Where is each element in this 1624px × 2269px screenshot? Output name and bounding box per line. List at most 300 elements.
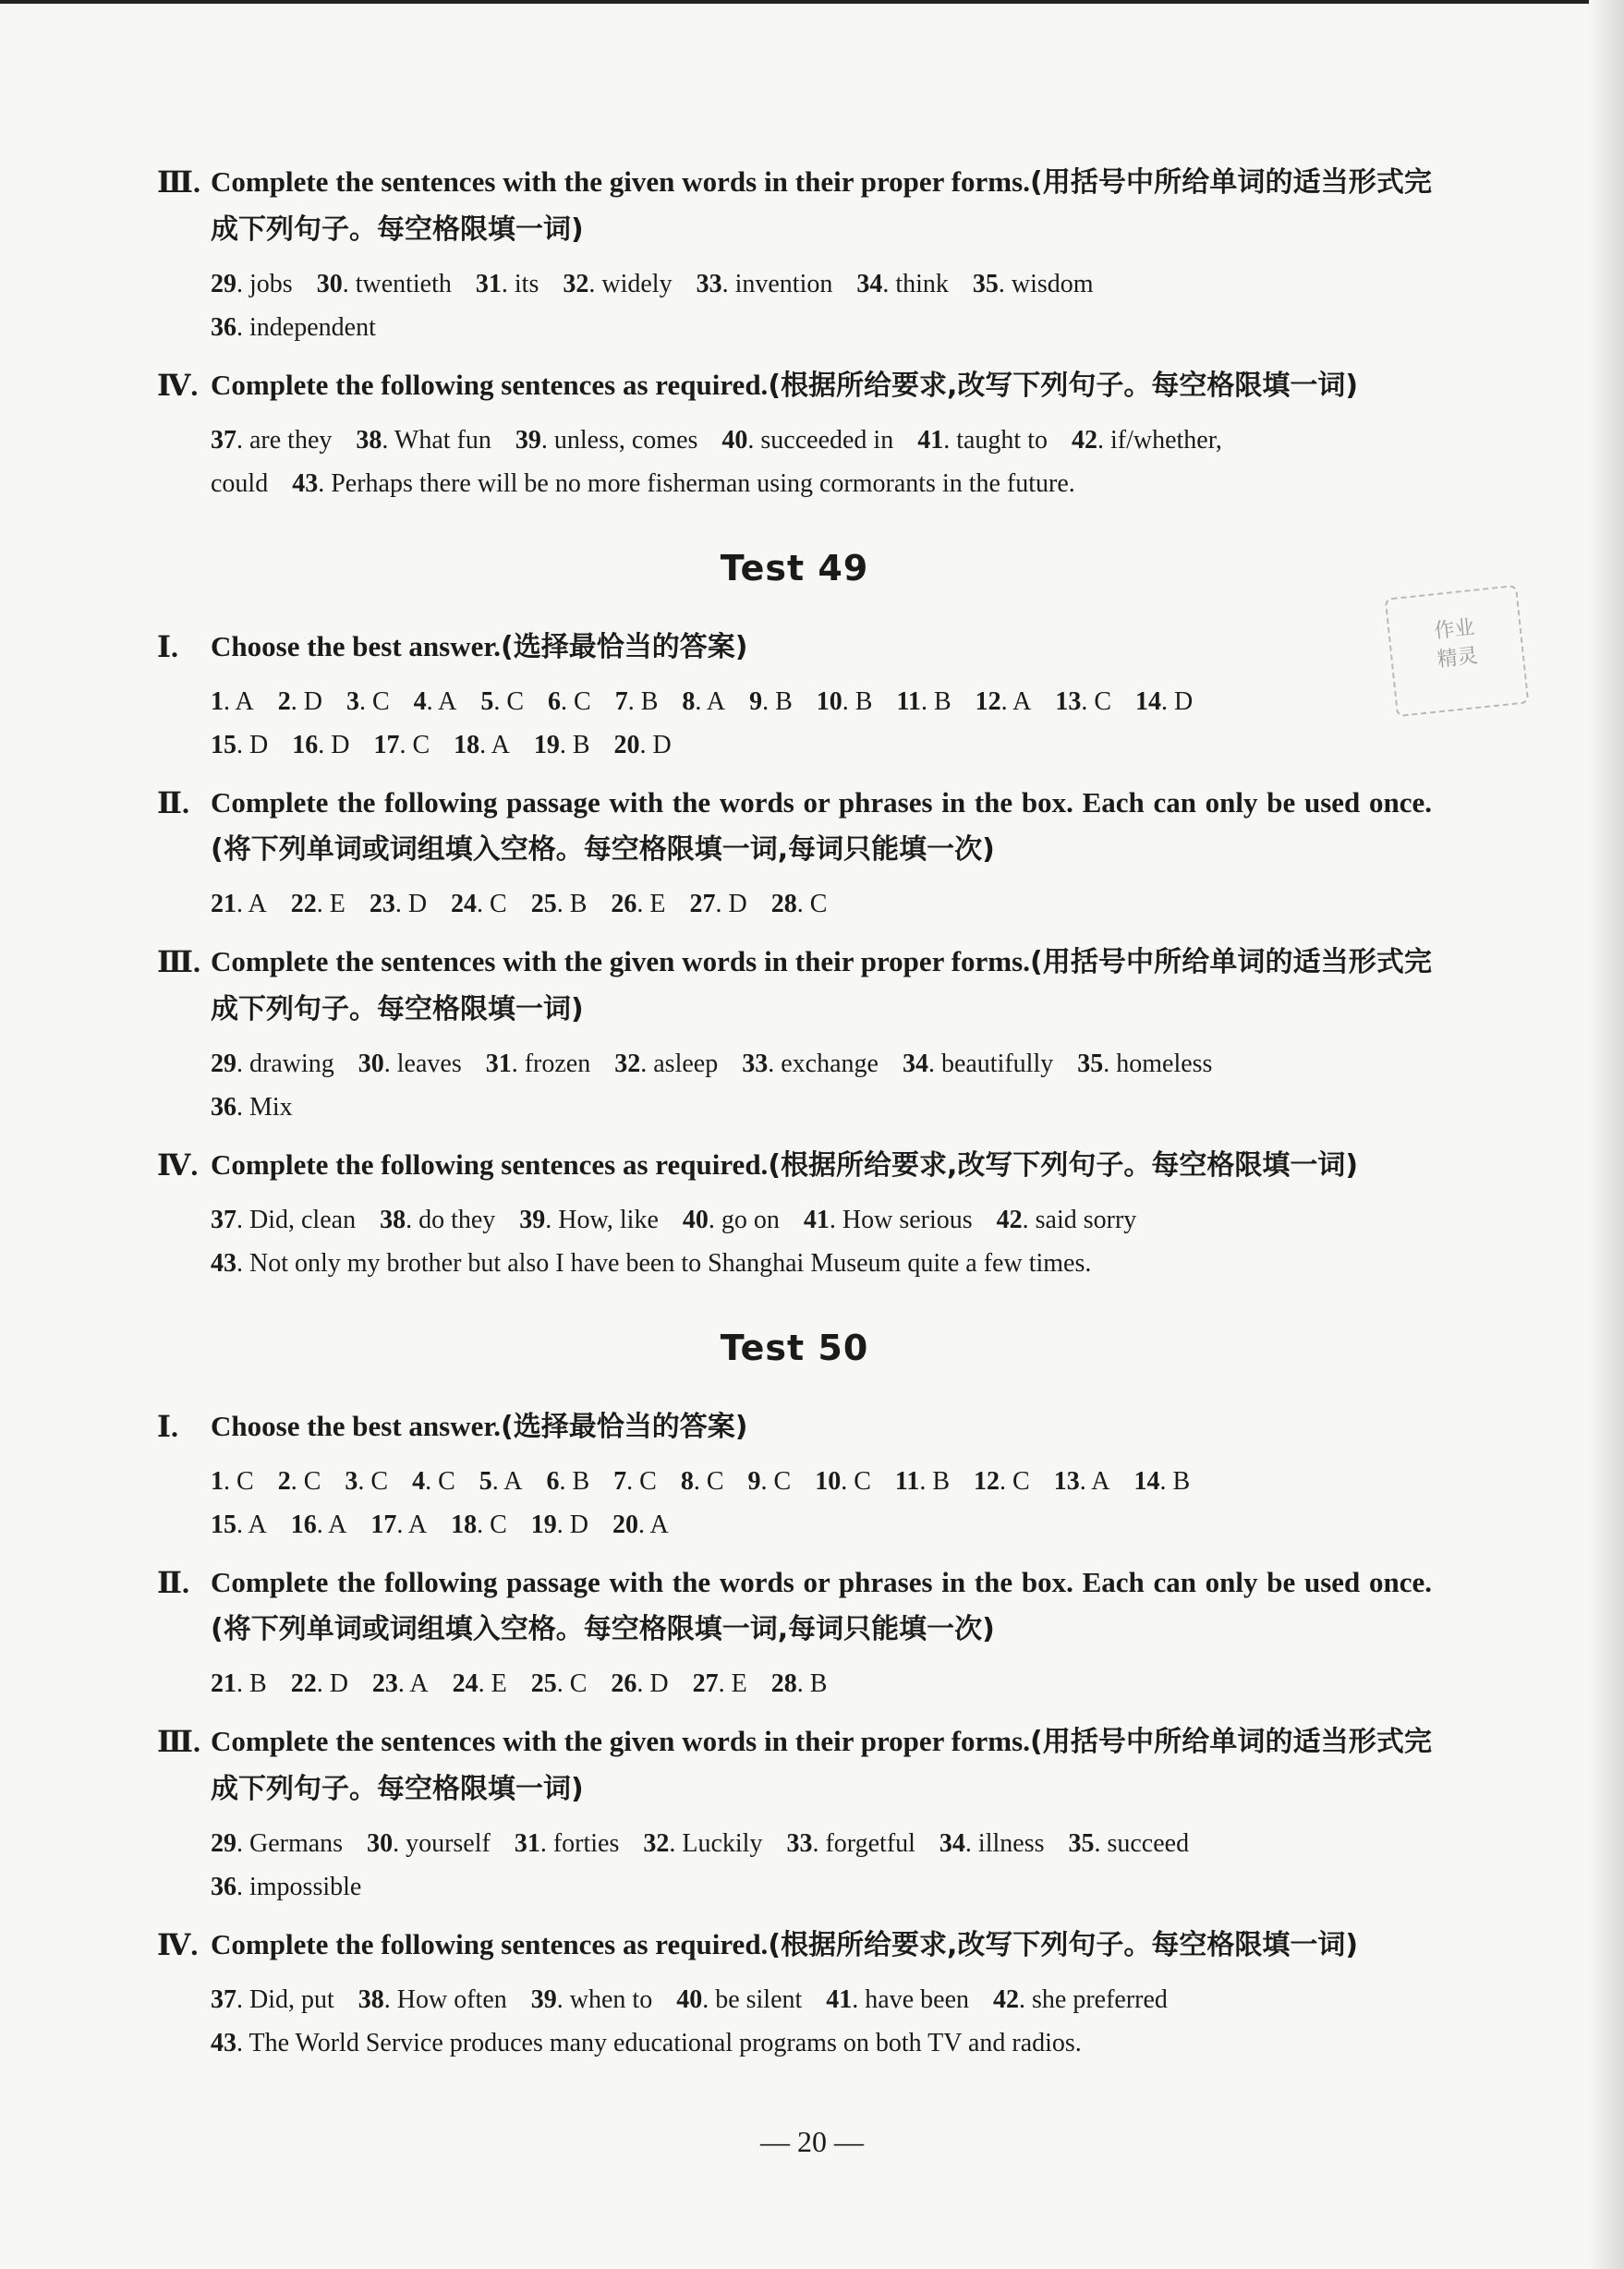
question-number: 28 xyxy=(770,890,797,918)
answer-line xyxy=(211,882,1432,926)
answer-item: 25. B xyxy=(530,890,588,918)
question-number: 22 xyxy=(290,1669,317,1698)
answer-text: B xyxy=(572,1467,590,1496)
answer-item: 36. independent xyxy=(211,313,376,342)
answer-list xyxy=(211,882,1432,926)
question-number: 19 xyxy=(530,1511,557,1539)
answer-item: 35. wisdom xyxy=(972,270,1094,298)
section-heading xyxy=(157,1922,1432,1969)
answer-text: B xyxy=(775,687,793,716)
question-number: 37 xyxy=(211,426,236,455)
answer-item: 31. frozen xyxy=(485,1050,591,1078)
question-number: 16 xyxy=(290,1511,317,1539)
answer-text: A xyxy=(328,1511,347,1539)
question-number: 27 xyxy=(692,1669,719,1698)
answer-text: said sorry xyxy=(1035,1206,1137,1234)
answer-text: B xyxy=(249,1669,267,1698)
question-number: 10 xyxy=(816,687,842,716)
answer-text: she preferred xyxy=(1032,1985,1168,2014)
answer-text: jobs xyxy=(249,270,293,298)
question-number: 14 xyxy=(1135,687,1162,716)
answer-line xyxy=(211,1865,1432,1909)
answer-text: C xyxy=(569,1669,588,1698)
answer-item: 29. Germans xyxy=(211,1829,344,1858)
answer-item: 42. if/whether, xyxy=(1071,426,1222,455)
answer-text: C xyxy=(506,687,525,716)
instruction-english: Choose the best answer. xyxy=(211,630,502,662)
answer-item: 32. widely xyxy=(563,270,673,298)
answer-text: wisdom xyxy=(1011,270,1094,298)
answer-text: B xyxy=(1172,1467,1191,1496)
answer-text: do they xyxy=(418,1206,496,1234)
answer-text: B xyxy=(809,1669,828,1698)
answer-text: D xyxy=(303,687,322,716)
answer-text: C xyxy=(1094,687,1112,716)
question-number: 36 xyxy=(211,313,236,342)
question-number: 30 xyxy=(316,270,343,298)
question-number: 8 xyxy=(680,1467,694,1496)
answer-text: are they xyxy=(249,426,333,455)
answer-item: 29. drawing xyxy=(211,1050,334,1078)
answer-text: C xyxy=(371,687,390,716)
answer-list xyxy=(211,1042,1432,1129)
top-rule xyxy=(0,0,1624,4)
section-number: Ⅳ. xyxy=(157,369,199,402)
answer-item: 2. D xyxy=(277,687,322,716)
answer-text: B xyxy=(572,731,590,759)
answer-item: 35. homeless xyxy=(1077,1050,1213,1078)
answer-text: A xyxy=(1012,687,1032,716)
question-number: 39 xyxy=(530,1985,557,2014)
section-instruction xyxy=(211,939,1432,1033)
answer-text: frozen xyxy=(524,1050,591,1078)
answer-item: 30. leaves xyxy=(358,1050,462,1078)
question-number: 20 xyxy=(613,731,640,759)
answer-item: 4. A xyxy=(413,687,457,716)
answer-item: 7. B xyxy=(614,687,659,716)
answer-item: 6. B xyxy=(546,1467,590,1496)
question-number: 31 xyxy=(514,1829,540,1858)
answer-item: 2. C xyxy=(277,1467,321,1496)
answer-item: 14. B xyxy=(1133,1467,1191,1496)
answer-item: 27. E xyxy=(692,1669,747,1698)
question-number: 32 xyxy=(643,1829,670,1858)
answer-text: E xyxy=(731,1669,747,1698)
answer-list xyxy=(211,262,1432,349)
answer-list xyxy=(211,1978,1432,2065)
instruction-english: Choose the best answer. xyxy=(211,1410,502,1442)
question-number: 43 xyxy=(292,469,319,498)
question-number: 14 xyxy=(1133,1467,1160,1496)
instruction-english: Complete the following passage with the words or phrases in the box. Each can only be used once. xyxy=(211,1566,1432,1598)
answer-text: Did, clean xyxy=(249,1206,357,1234)
answer-item: 38. What fun xyxy=(356,426,491,455)
answer-item: 8. A xyxy=(682,687,726,716)
question-number: 19 xyxy=(533,731,560,759)
answer-text: homeless xyxy=(1116,1050,1213,1078)
answer-item: 38. do they xyxy=(380,1206,496,1234)
answer-item: 31. its xyxy=(475,270,539,298)
question-number: 15 xyxy=(211,731,236,759)
answer-text: Perhaps there will be no more fisherman using cormorants in the future. xyxy=(331,469,1075,498)
answer-item: 40. go on xyxy=(682,1206,780,1234)
answer-item: 3. C xyxy=(345,1467,389,1496)
section-heading xyxy=(157,624,1432,671)
answer-item: 30. twentieth xyxy=(316,270,452,298)
answer-section xyxy=(157,1718,1432,1909)
answer-item: 8. C xyxy=(680,1467,724,1496)
answer-text: C xyxy=(706,1467,724,1496)
question-number: 1 xyxy=(211,687,224,716)
instruction-english: Complete the following sentences as required. xyxy=(211,369,769,401)
answer-text: B xyxy=(932,1467,951,1496)
answer-item: 5. C xyxy=(480,687,525,716)
answer-line xyxy=(211,680,1432,723)
question-number: 24 xyxy=(451,890,478,918)
question-number: 38 xyxy=(356,426,382,455)
section-heading xyxy=(157,159,1432,253)
question-number: 7 xyxy=(614,687,628,716)
question-number: 13 xyxy=(1053,1467,1080,1496)
answer-text: Germans xyxy=(249,1829,344,1858)
answer-text: C xyxy=(438,1467,455,1496)
answer-item: 13. C xyxy=(1055,687,1112,716)
answer-text: illness xyxy=(977,1829,1045,1858)
question-number: 42 xyxy=(993,1985,1020,2014)
section-heading xyxy=(157,1403,1432,1450)
question-number: 21 xyxy=(211,1669,236,1698)
question-number: 40 xyxy=(682,1206,709,1234)
question-number: 41 xyxy=(826,1985,853,2014)
answer-item: 41. How serious xyxy=(803,1206,973,1234)
question-number: 9 xyxy=(749,687,763,716)
instruction-chinese: (用括号中所给单词的适当形式完成下列句子。每空格限填一词) xyxy=(211,1726,1432,1805)
answer-text: C xyxy=(236,1467,254,1496)
answer-item: 9. B xyxy=(749,687,793,716)
answer-item: 26. D xyxy=(611,1669,669,1698)
section-number: Ⅱ. xyxy=(157,786,189,819)
question-number: 13 xyxy=(1055,687,1082,716)
question-number: 36 xyxy=(211,1093,236,1122)
answer-line xyxy=(211,1503,1432,1547)
answer-text: C xyxy=(574,687,591,716)
answer-text: D xyxy=(728,890,747,918)
question-number: 18 xyxy=(454,731,480,759)
question-number: 22 xyxy=(290,890,317,918)
answer-text: taught to xyxy=(956,426,1048,455)
instruction-chinese: (选择最恰当的答案) xyxy=(501,631,748,663)
question-number: 25 xyxy=(530,1669,557,1698)
question-number: 5 xyxy=(480,687,494,716)
answer-item: 11. B xyxy=(894,1467,951,1496)
answer-line xyxy=(211,1042,1432,1086)
answer-item: 31. forties xyxy=(514,1829,620,1858)
answer-item: 42. said sorry xyxy=(996,1206,1137,1234)
answer-item: 43. The World Service produces many educational programs on both TV and radios. xyxy=(211,2029,1082,2057)
answer-text: could xyxy=(211,469,269,498)
answer-line xyxy=(211,419,1432,462)
section-number: Ⅳ. xyxy=(157,1928,199,1961)
question-number: 33 xyxy=(742,1050,769,1078)
answer-text: Not only my brother but also I have been to Shanghai Museum quite a few times. xyxy=(249,1249,1092,1278)
question-number: 41 xyxy=(803,1206,830,1234)
answer-text: exchange xyxy=(781,1050,879,1078)
answer-text: C xyxy=(639,1467,657,1496)
answer-text: leaves xyxy=(396,1050,462,1078)
answer-item: 9. C xyxy=(747,1467,792,1496)
answer-item: 28. B xyxy=(770,1669,828,1698)
section-instruction xyxy=(211,1142,1358,1189)
answer-item: 17. A xyxy=(370,1511,428,1539)
instruction-chinese: (将下列单词或词组填入空格。每空格限填一词,每词只能填一次) xyxy=(211,1613,995,1645)
answer-line xyxy=(211,306,1432,349)
question-number: 17 xyxy=(370,1511,397,1539)
question-number: 39 xyxy=(515,426,541,455)
instruction-chinese: (用括号中所给单词的适当形式完成下列句子。每空格限填一词) xyxy=(211,166,1432,246)
answer-item: 35. succeed xyxy=(1068,1829,1190,1858)
question-number: 11 xyxy=(896,687,921,716)
answer-item: 33. forgetful xyxy=(786,1829,915,1858)
answer-item: 37. are they xyxy=(211,426,333,455)
question-number: 33 xyxy=(786,1829,813,1858)
question-number: 23 xyxy=(371,1669,398,1698)
question-number: 30 xyxy=(358,1050,384,1078)
answer-text: A xyxy=(491,731,510,759)
section-number: Ⅱ. xyxy=(157,1566,189,1599)
question-number: 29 xyxy=(211,1829,236,1858)
answer-text: asleep xyxy=(653,1050,719,1078)
question-number: 1 xyxy=(211,1467,224,1496)
answer-item: 37. Did, put xyxy=(211,1985,334,2014)
answer-text: How serious xyxy=(842,1206,973,1234)
answer-text: D xyxy=(407,890,428,918)
answer-item: 36. impossible xyxy=(211,1873,362,1901)
question-number: 35 xyxy=(1068,1829,1095,1858)
answer-item: 20. D xyxy=(613,731,672,759)
answer-section xyxy=(157,780,1432,926)
answer-item: 30. yourself xyxy=(367,1829,491,1858)
question-number: 43 xyxy=(211,1249,236,1278)
section-heading xyxy=(157,939,1432,1033)
section-number: Ⅰ. xyxy=(157,1410,178,1443)
answer-item: 40. be silent xyxy=(676,1985,803,2014)
question-number: 5 xyxy=(479,1467,492,1496)
answer-section xyxy=(157,1559,1432,1705)
question-number: 8 xyxy=(682,687,696,716)
question-number: 20 xyxy=(612,1511,639,1539)
question-number: 15 xyxy=(211,1511,236,1539)
question-number: 3 xyxy=(345,687,359,716)
section-number: Ⅲ. xyxy=(157,945,200,978)
instruction-english: Complete the following passage with the words or phrases in the box. Each can only be used once. xyxy=(211,786,1432,819)
question-number: 6 xyxy=(548,687,562,716)
question-number: 28 xyxy=(770,1669,797,1698)
question-number: 40 xyxy=(721,426,748,455)
answer-text: B xyxy=(933,687,951,716)
question-number: 39 xyxy=(519,1206,546,1234)
section-heading xyxy=(157,1142,1432,1189)
answer-item: 23. A xyxy=(371,1669,429,1698)
answer-item: 19. D xyxy=(530,1511,589,1539)
watermark-stamp: 作业 精灵 xyxy=(1385,585,1530,717)
question-number: 34 xyxy=(902,1050,928,1078)
test-50-sections xyxy=(157,1403,1432,2065)
instruction-chinese: (根据所给要求,改写下列句子。每空格限填一词) xyxy=(768,1149,1359,1182)
answer-text: What fun xyxy=(394,426,491,455)
answer-item: 21. B xyxy=(211,1669,267,1698)
question-number: 10 xyxy=(815,1467,842,1496)
question-number: 4 xyxy=(413,687,427,716)
answer-item xyxy=(211,462,268,505)
question-number: 4 xyxy=(412,1467,426,1496)
answer-item: 5. A xyxy=(479,1467,523,1496)
answer-text: C xyxy=(854,1467,871,1496)
question-number: 38 xyxy=(358,1985,384,2014)
answer-text: E xyxy=(649,890,666,918)
answer-item: 11. B xyxy=(896,687,951,716)
question-number: 25 xyxy=(530,890,557,918)
answer-text: D xyxy=(249,731,269,759)
answer-item: 29. jobs xyxy=(211,270,293,298)
answer-item: 32. asleep xyxy=(614,1050,719,1078)
question-number: 16 xyxy=(292,731,319,759)
answer-text: Mix xyxy=(249,1093,293,1122)
answer-item: 41. taught to xyxy=(917,426,1048,455)
answer-item: 16. A xyxy=(290,1511,347,1539)
answer-text: C xyxy=(490,890,507,918)
answer-section xyxy=(157,1142,1432,1285)
question-number: 34 xyxy=(856,270,883,298)
answer-item: 34. beautifully xyxy=(902,1050,1054,1078)
question-number: 29 xyxy=(211,270,236,298)
answer-text: Luckily xyxy=(682,1829,763,1858)
answer-line xyxy=(211,1460,1432,1503)
answer-item: 39. when to xyxy=(530,1985,653,2014)
instruction-english: Complete the following sentences as required. xyxy=(211,1148,769,1181)
question-number: 2 xyxy=(277,1467,291,1496)
answer-item: 27. D xyxy=(689,890,747,918)
answer-text: forgetful xyxy=(825,1829,915,1858)
answer-text: C xyxy=(1012,1467,1030,1496)
answer-text: invention xyxy=(734,270,833,298)
answer-text: How often xyxy=(396,1985,507,2014)
instruction-english: Complete the following sentences as required. xyxy=(211,1928,769,1960)
section-instruction xyxy=(211,780,1432,873)
answer-line xyxy=(211,723,1432,767)
answer-item: 18. C xyxy=(451,1511,507,1539)
question-number: 6 xyxy=(546,1467,560,1496)
test-49-sections xyxy=(157,624,1432,1285)
answer-item: 34. think xyxy=(856,270,949,298)
section-heading xyxy=(157,362,1432,409)
section-heading xyxy=(157,1718,1432,1813)
answer-item: 10. B xyxy=(816,687,873,716)
answer-item: 34. illness xyxy=(939,1829,1045,1858)
answer-text: drawing xyxy=(249,1050,334,1078)
question-number: 42 xyxy=(1071,426,1097,455)
answer-line xyxy=(211,262,1432,306)
instruction-chinese: (将下列单词或词组填入空格。每空格限填一词,每词只能填一次) xyxy=(211,833,995,866)
answer-text: D xyxy=(331,731,350,759)
instruction-english: Complete the sentences with the given words in their proper forms. xyxy=(211,945,1030,977)
answer-text: A xyxy=(1091,1467,1110,1496)
answer-line xyxy=(211,1978,1432,2021)
section-heading xyxy=(157,1559,1432,1653)
answer-text: A xyxy=(235,687,254,716)
answer-text: independent xyxy=(249,313,376,342)
answer-line xyxy=(211,1198,1432,1242)
answer-text: A xyxy=(248,1511,267,1539)
answer-item: 40. succeeded in xyxy=(721,426,894,455)
answer-text: C xyxy=(809,890,828,918)
answer-text: The World Service produces many educational programs on both TV and radios. xyxy=(248,2029,1082,2057)
instruction-english: Complete the sentences with the given words in their proper forms. xyxy=(211,165,1030,198)
answer-text: succeeded in xyxy=(760,426,894,455)
answer-text: B xyxy=(569,890,588,918)
question-number: 24 xyxy=(452,1669,479,1698)
question-number: 30 xyxy=(367,1829,394,1858)
answer-item: 16. D xyxy=(292,731,350,759)
question-number: 27 xyxy=(689,890,716,918)
answer-text: D xyxy=(569,1511,589,1539)
answer-item: 12. A xyxy=(975,687,1032,716)
question-number: 33 xyxy=(696,270,722,298)
answer-text: C xyxy=(370,1467,389,1496)
answer-list xyxy=(211,1822,1432,1909)
answer-text: A xyxy=(438,687,457,716)
continued-sections xyxy=(157,159,1432,505)
answer-item: 42. she preferred xyxy=(993,1985,1168,2014)
question-number: 12 xyxy=(975,687,1001,716)
answer-item: 6. C xyxy=(548,687,591,716)
answer-text: C xyxy=(490,1511,507,1539)
answer-item: 22. E xyxy=(290,890,345,918)
test-49-title: Test 49 xyxy=(720,548,869,588)
answer-item: 13. A xyxy=(1053,1467,1110,1496)
answer-list xyxy=(211,1662,1432,1705)
answer-section xyxy=(157,362,1432,505)
answer-line xyxy=(211,462,1432,505)
question-number: 34 xyxy=(939,1829,965,1858)
answer-text: go on xyxy=(721,1206,780,1234)
answer-text: have been xyxy=(865,1985,970,2014)
answer-item: 20. A xyxy=(612,1511,669,1539)
question-number: 38 xyxy=(380,1206,406,1234)
answer-text: be silent xyxy=(715,1985,803,2014)
question-number: 26 xyxy=(611,890,637,918)
answer-text: A xyxy=(706,687,726,716)
answer-item: 14. D xyxy=(1135,687,1194,716)
answer-line xyxy=(211,1242,1432,1285)
question-number: 32 xyxy=(614,1050,641,1078)
instruction-chinese: (根据所给要求,改写下列句子。每空格限填一词) xyxy=(768,370,1359,402)
instruction-chinese: (选择最恰当的答案) xyxy=(501,1411,748,1443)
answer-text: beautifully xyxy=(940,1050,1054,1078)
answer-text: A xyxy=(248,890,267,918)
question-number: 43 xyxy=(211,2029,236,2057)
answer-text: C xyxy=(412,731,430,759)
question-number: 12 xyxy=(974,1467,1000,1496)
answer-text: C xyxy=(773,1467,792,1496)
answer-section xyxy=(157,624,1432,767)
answer-text: A xyxy=(409,1669,429,1698)
section-instruction xyxy=(211,624,747,671)
question-number: 18 xyxy=(451,1511,478,1539)
answer-item: 28. C xyxy=(770,890,828,918)
answer-text: A xyxy=(649,1511,669,1539)
answer-item: 38. How often xyxy=(358,1985,507,2014)
answer-section xyxy=(157,159,1432,349)
